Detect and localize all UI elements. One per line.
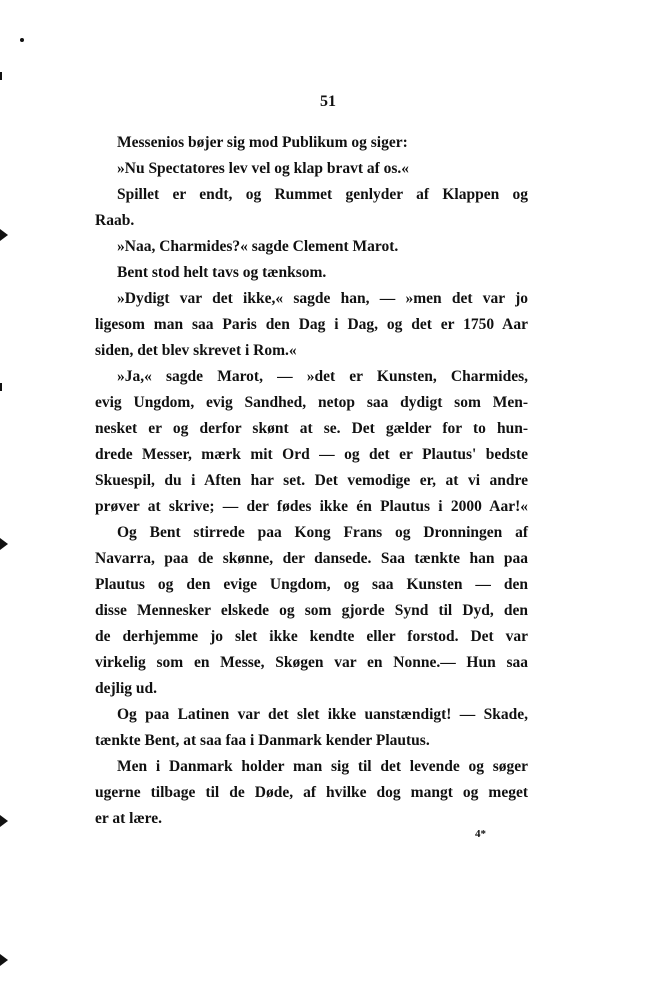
page-number: 51 xyxy=(320,93,336,110)
text-line: siden, det blev skrevet i Rom.« xyxy=(95,342,297,359)
scan-tick xyxy=(0,383,2,391)
text-line: Navarra, paa de skønne, der dansede. Saa tænkte han paa xyxy=(95,550,528,567)
text-line: Plautus og den evige Ungdom, og saa Kunsten — den xyxy=(95,576,528,593)
text-line: Og paa Latinen var det slet ikke uanstændigt! — Skade, xyxy=(117,706,528,723)
text-line: »Dydigt var det ikke,« sagde han, — »men det var jo xyxy=(117,290,528,307)
text-line: Spillet er endt, og Rummet genlyder af Klappen og xyxy=(117,186,528,203)
margin-arrow-marker xyxy=(0,954,8,966)
scan-dot xyxy=(20,38,24,42)
text-line: Bent stod helt tavs og tænksom. xyxy=(117,264,327,281)
text-line: Raab. xyxy=(95,212,135,229)
text-line: de derhjemme jo slet ikke kendte eller forstod. Det var xyxy=(95,628,528,645)
text-line: Men i Danmark holder man sig til det levende og søger xyxy=(117,758,528,775)
margin-arrow-marker xyxy=(0,229,8,241)
text-line: virkelig som en Messe, Skøgen var en Nonne.— Hun saa xyxy=(95,654,528,671)
text-line: prøver at skrive; — der fødes ikke én Plautus i 2000 Aar!« xyxy=(95,498,528,515)
text-line: er at lære. xyxy=(95,810,162,827)
margin-arrow-marker xyxy=(0,538,8,550)
text-line: »Naa, Charmides?« sagde Clement Marot. xyxy=(117,238,399,255)
text-line: drede Messer, mærk mit Ord — og det er Plautus' bedste xyxy=(95,446,528,463)
text-line: evig Ungdom, evig Sandhed, netop saa dydigt som Men- xyxy=(95,394,528,411)
text-line: nesket er og derfor skønt at se. Det gælder for to hun- xyxy=(95,420,528,437)
body-text xyxy=(95,130,528,832)
text-line: dejlig ud. xyxy=(95,680,158,697)
text-line: ugerne tilbage til de Døde, af hvilke dog mangt og meget xyxy=(95,784,528,801)
margin-arrow-marker xyxy=(0,815,8,827)
text-line: disse Mennesker elskede og som gjorde Synd til Dyd, den xyxy=(95,602,528,619)
signature-mark: 4* xyxy=(475,828,486,840)
scan-tick xyxy=(0,72,2,80)
text-line: tænkte Bent, at saa faa i Danmark kender Plautus. xyxy=(95,732,430,749)
text-line: Og Bent stirrede paa Kong Frans og Dronningen af xyxy=(117,524,528,541)
text-line: »Nu Spectatores lev vel og klap bravt af os.« xyxy=(117,160,410,177)
text-line: Skuespil, du i Aften har set. Det vemodige er, at vi andre xyxy=(95,472,528,489)
text-line: Messenios bøjer sig mod Publikum og siger: xyxy=(117,134,408,151)
text-line: ligesom man saa Paris den Dag i Dag, og det er 1750 Aar xyxy=(95,316,528,333)
text-line: »Ja,« sagde Marot, — »det er Kunsten, Charmides, xyxy=(117,368,528,385)
